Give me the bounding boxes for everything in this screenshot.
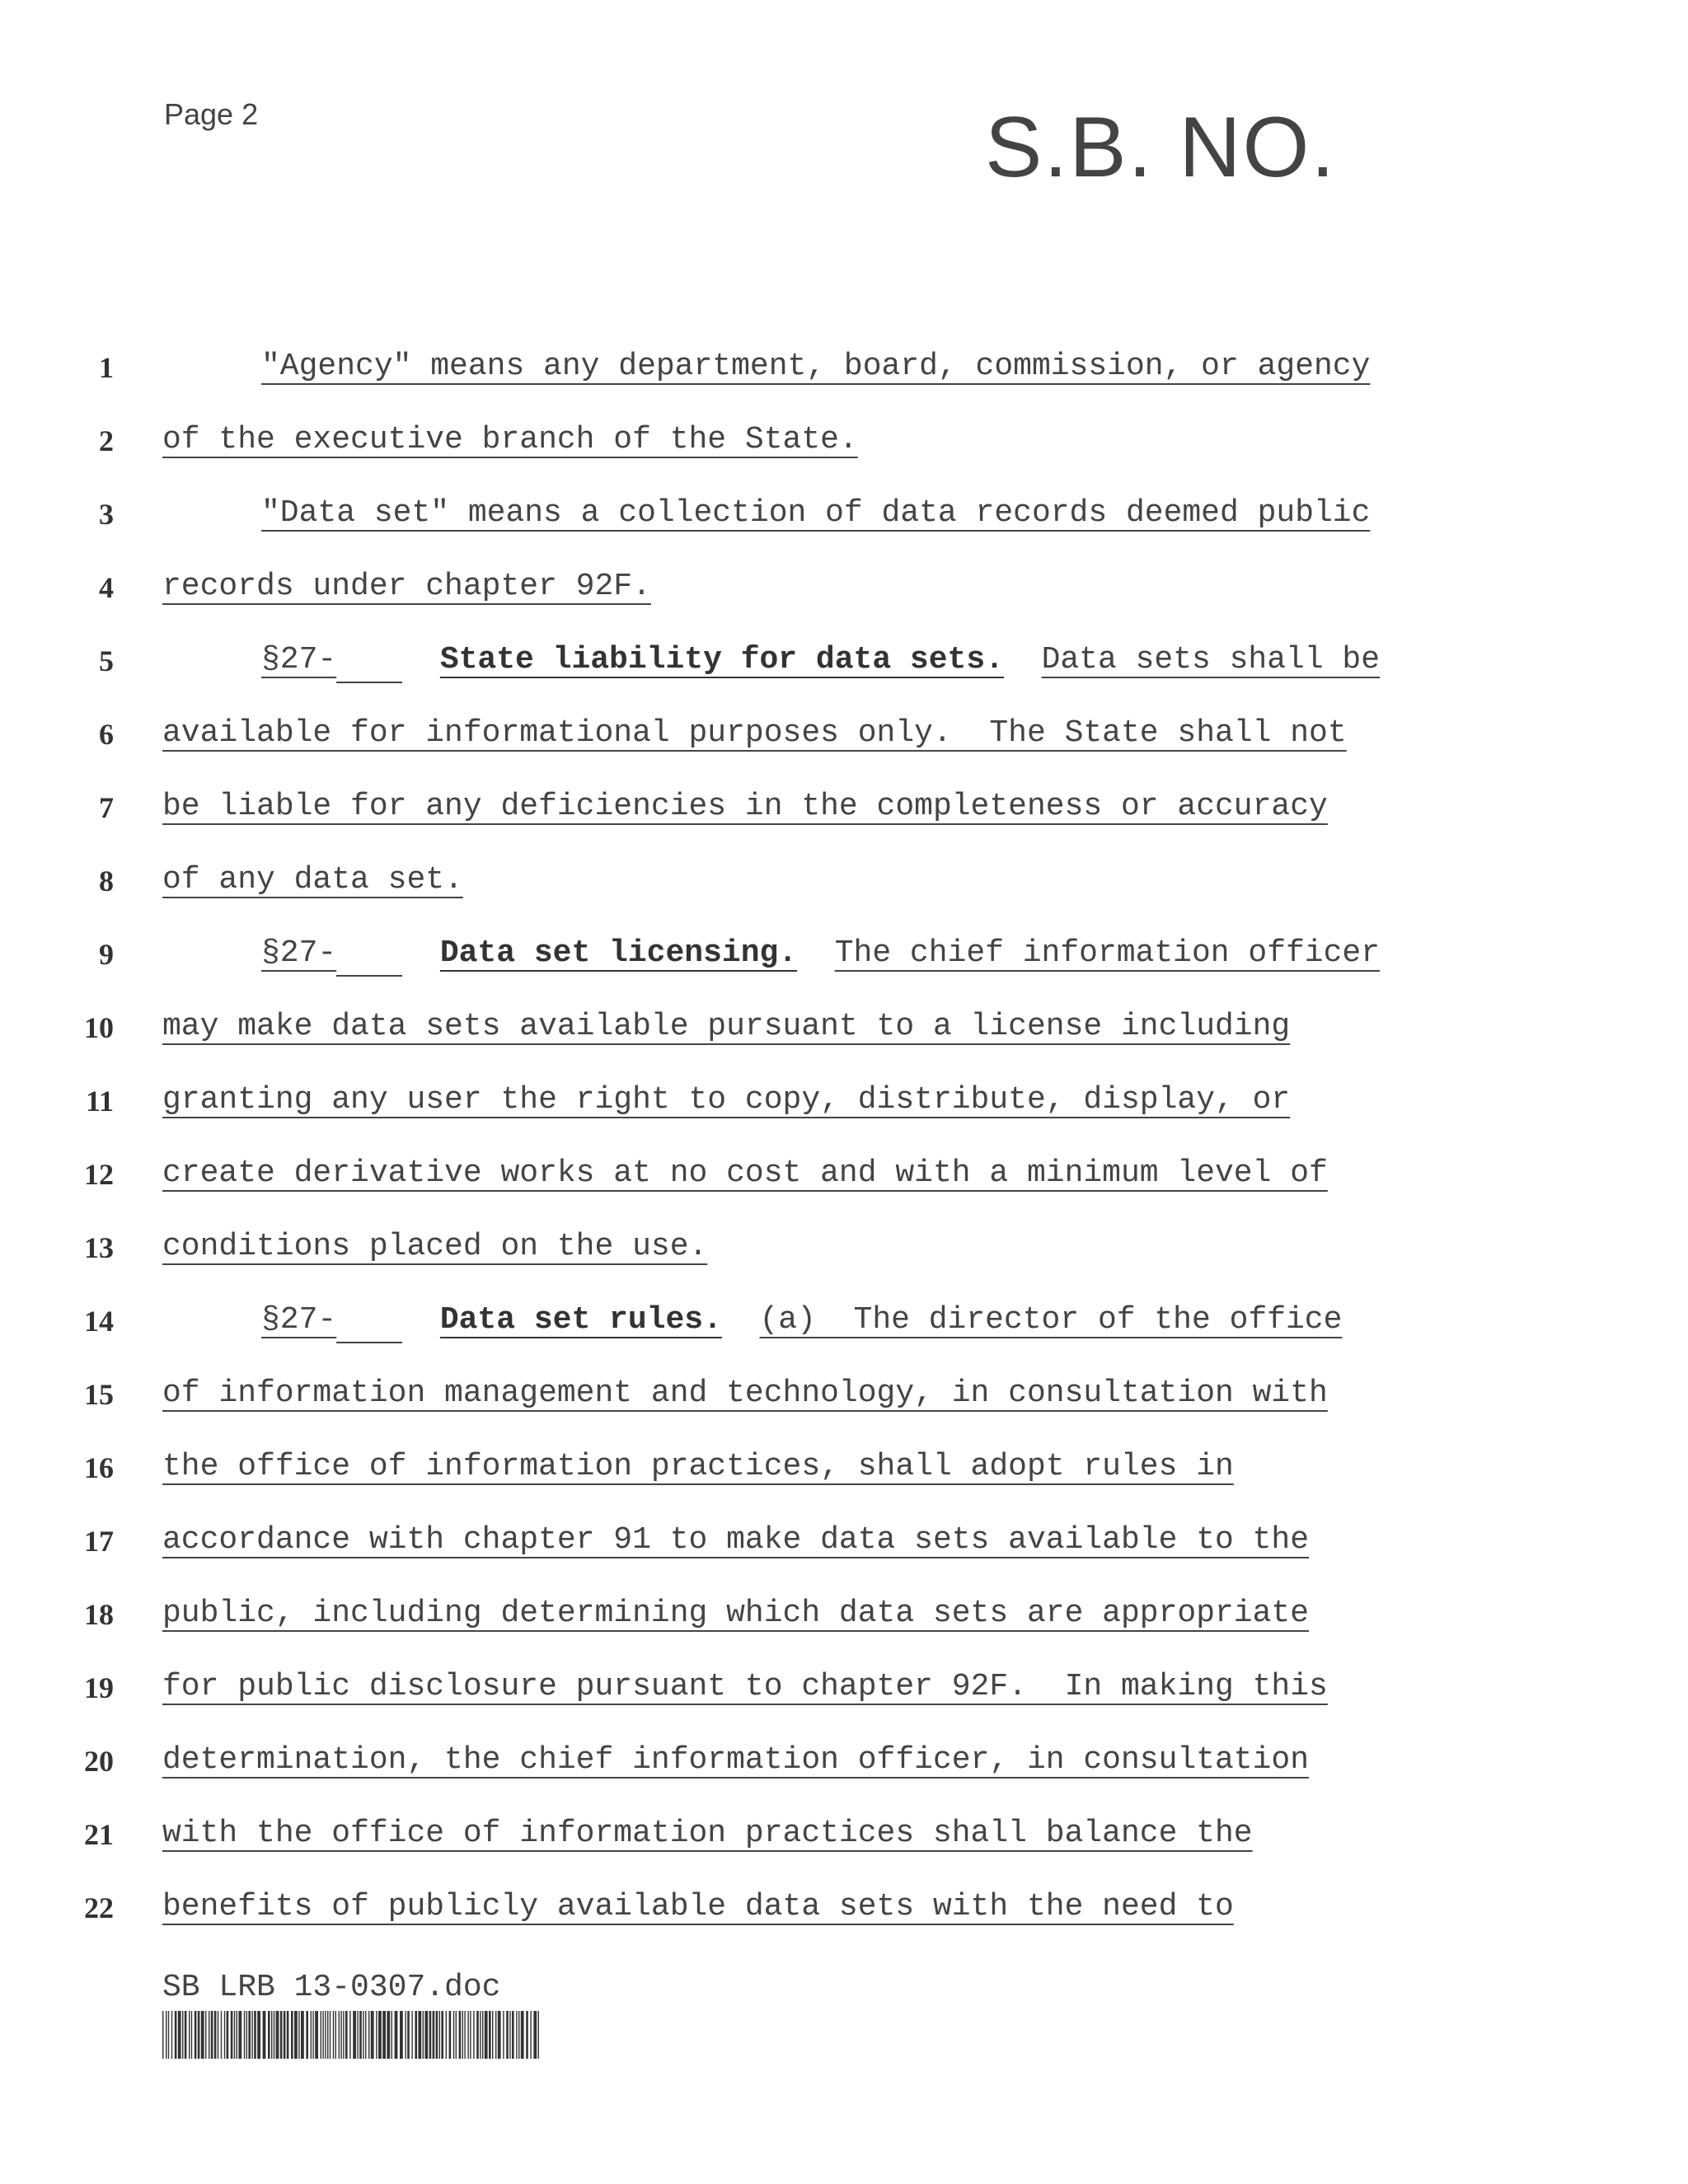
line-number: 6 [99,718,114,751]
barcode-bar [480,2011,481,2059]
barcode-bar [168,2011,169,2059]
barcode-bar [298,2011,299,2059]
text-line [162,1155,1328,1191]
section-number-blank [336,1310,402,1343]
text-line [162,1011,1290,1043]
barcode-bar [449,2011,452,2059]
barcode-bar [327,2011,328,2059]
barcode-bar [538,2011,539,2059]
barcode-bar [521,2011,524,2059]
barcode-bar [429,2011,432,2059]
barcode-bar [198,2011,200,2059]
line-number: 9 [99,938,114,971]
line-text: may make data sets available pursuant to a license including [162,1009,1291,1044]
line-text: (a) The director of the office [759,1302,1343,1338]
barcode-bar [340,2011,341,2059]
barcode-bar [201,2011,204,2059]
document-id: SB LRB 13-0307.doc [162,1970,501,2005]
barcode-bar [185,2011,187,2059]
barcode-bar [418,2011,421,2059]
text-line [162,571,651,602]
line-text: the office of information practices, shall adopt rules in [162,1449,1234,1484]
line-text: of information management and technology, in consultation with [162,1376,1328,1411]
barcode-bar [306,2011,308,2059]
text-line [162,1818,1253,1849]
text-line [162,1378,1328,1409]
barcode-bar [312,2011,313,2059]
barcode-bar [171,2011,172,2059]
barcode-bar [436,2011,438,2059]
barcode-bar [400,2011,403,2059]
line-number: 12 [84,1158,114,1191]
barcode-bar [268,2011,270,2059]
barcode-bar [311,2011,312,2059]
barcode-bar [485,2011,488,2059]
line-text: accordance with chapter 91 to make data sets available to the [162,1522,1310,1558]
text-line [162,1522,1310,1558]
line-number: 7 [99,791,114,824]
barcode-bar [178,2011,181,2059]
barcode-bar [205,2011,206,2059]
barcode-bar [467,2011,468,2059]
section-number-blank [336,650,402,683]
text-line [162,1891,1234,1923]
barcode-bar [238,2011,241,2059]
barcode-bar [533,2011,537,2059]
barcode-bar [456,2011,457,2059]
text-line [162,862,463,898]
bill-title: S.B. NO. [985,100,1337,195]
barcode-bar [378,2011,382,2059]
barcode-bar [470,2011,471,2059]
line-text: be liable for any deficiencies in the completeness or accuracy [162,789,1328,824]
line-text: public, including determining which data sets are appropriate [162,1596,1310,1631]
line-text: determination, the chief information officer, in consultation [162,1742,1310,1778]
barcode-bar [339,2011,340,2059]
section-heading: Data set rules. [439,1302,722,1338]
barcode-bar [518,2011,519,2059]
barcode-bar [284,2011,286,2059]
barcode-bar [387,2011,390,2059]
barcode-bar [257,2011,260,2059]
text-line [162,1082,1291,1118]
barcode-bar [291,2011,293,2059]
barcode-bar [345,2011,348,2059]
section-number-blank [336,944,402,977]
line-text: records under chapter 92F. [162,569,651,604]
line-number: 4 [99,571,114,604]
barcode-bar [503,2011,504,2059]
barcode-bar [335,2011,336,2059]
barcode-bar [395,2011,398,2059]
barcode-bar [353,2011,356,2059]
barcode-bar [227,2011,229,2059]
barcode-bar [248,2011,251,2059]
text-line [261,495,1371,531]
barcode-bar [322,2011,323,2059]
barcode-bar [315,2011,318,2059]
text-line [162,1671,1328,1703]
text-line [162,715,1347,751]
section-number: §27- [261,935,337,971]
line-number: 2 [99,424,114,457]
barcode [162,2011,542,2059]
line-number: 14 [84,1305,114,1338]
barcode-bar [368,2011,369,2059]
line-number: 10 [84,1011,114,1044]
barcode-bar [182,2011,183,2059]
section-heading-line [261,1302,1343,1338]
line-text: with the office of information practices shall balance the [162,1816,1253,1851]
barcode-bar [195,2011,197,2059]
section-heading-line [261,935,1381,971]
barcode-bar [405,2011,406,2059]
line-number: 5 [99,644,114,677]
barcode-bar [495,2011,496,2059]
page-label: Page 2 [164,97,259,131]
barcode-bar [301,2011,304,2059]
barcode-bar [482,2011,483,2059]
line-number: 3 [99,498,114,531]
text-line [162,1231,707,1263]
line-text: of the executive branch of the State. [162,422,858,457]
line-number: 16 [84,1451,114,1484]
line-number: 8 [99,865,114,898]
line-number: 17 [84,1525,114,1558]
line-text: Data sets shall be [1041,642,1381,677]
line-text: benefits of publicly available data sets with the need to [162,1889,1234,1924]
barcode-bar [224,2011,225,2059]
line-text: available for informational purposes only. The State shall not [162,715,1347,751]
barcode-bar [325,2011,326,2059]
barcode-bar [211,2011,213,2059]
barcode-bar [459,2011,462,2059]
text-line [162,1742,1310,1778]
barcode-bar [424,2011,428,2059]
barcode-bar [516,2011,517,2059]
barcode-bar [509,2011,510,2059]
barcode-bar [526,2011,528,2059]
barcode-bar [512,2011,514,2059]
barcode-bar [221,2011,222,2059]
line-number: 11 [85,1085,114,1118]
barcode-bar [462,2011,463,2059]
barcode-bar [453,2011,454,2059]
barcode-bar [359,2011,362,2059]
barcode-bar [162,2011,163,2059]
barcode-bar [365,2011,366,2059]
barcode-bar [415,2011,417,2059]
text-line [162,791,1328,823]
section-heading: State liability for data sets. [439,642,1004,677]
barcode-bar [498,2011,501,2059]
barcode-bar [376,2011,377,2059]
barcode-bar [492,2011,493,2059]
text-line [162,1451,1234,1483]
barcode-bar [371,2011,374,2059]
barcode-bar [423,2011,424,2059]
text-line [162,1598,1309,1629]
barcode-bar [276,2011,279,2059]
barcode-bar [433,2011,435,2059]
section-heading: Data set licensing. [439,935,798,971]
barcode-bar [446,2011,447,2059]
text-line [261,351,1370,382]
barcode-bar [246,2011,247,2059]
barcode-bar [251,2011,252,2059]
barcode-bar [244,2011,245,2059]
barcode-bar [263,2011,266,2059]
line-text: of any data set. [162,862,463,898]
barcode-bar [234,2011,235,2059]
section-number: §27- [261,642,337,677]
barcode-bar [441,2011,443,2059]
barcode-bar [473,2011,474,2059]
barcode-bar [439,2011,440,2059]
barcode-bar [287,2011,289,2059]
line-number: 21 [84,1818,114,1851]
barcode-bar [382,2011,386,2059]
barcode-bar [357,2011,358,2059]
barcode-bar [330,2011,331,2059]
barcode-bar [476,2011,479,2059]
line-number: 1 [99,351,114,384]
line-text: create derivative works at no cost and with a minimum level of [162,1155,1328,1191]
barcode-bar [191,2011,192,2059]
line-text: granting any user the right to copy, distribute, display, or [162,1082,1291,1118]
line-number: 18 [84,1598,114,1631]
line-number: 15 [84,1378,114,1411]
barcode-bar [411,2011,412,2059]
line-number: 19 [84,1671,114,1704]
barcode-bar [343,2011,344,2059]
barcode-bar [175,2011,177,2059]
barcode-bar [530,2011,531,2059]
line-text: "Agency" means any department, board, commission, or agency [261,349,1371,384]
section-number: §27- [261,1302,337,1338]
section-heading-line [261,644,1380,676]
barcode-bar [280,2011,283,2059]
barcode-bar [489,2011,491,2059]
line-number: 20 [84,1745,114,1778]
barcode-bar [407,2011,410,2059]
text-line [162,424,858,456]
barcode-bar [506,2011,509,2059]
line-text: The chief information officer [834,935,1381,971]
line-text: "Data set" means a collection of data records deemed public [261,495,1371,531]
barcode-bar [294,2011,298,2059]
barcode-bar [189,2011,190,2059]
barcode-bar [254,2011,256,2059]
barcode-bar [349,2011,350,2059]
barcode-bar [271,2011,272,2059]
line-text: conditions placed on the use. [162,1229,708,1264]
line-text: for public disclosure pursuant to chapter 92F. In making this [162,1669,1328,1704]
barcode-bar [231,2011,233,2059]
barcode-bar [464,2011,465,2059]
barcode-bar [333,2011,334,2059]
line-number: 13 [84,1231,114,1264]
barcode-bar [214,2011,217,2059]
line-number: 22 [84,1891,114,1924]
